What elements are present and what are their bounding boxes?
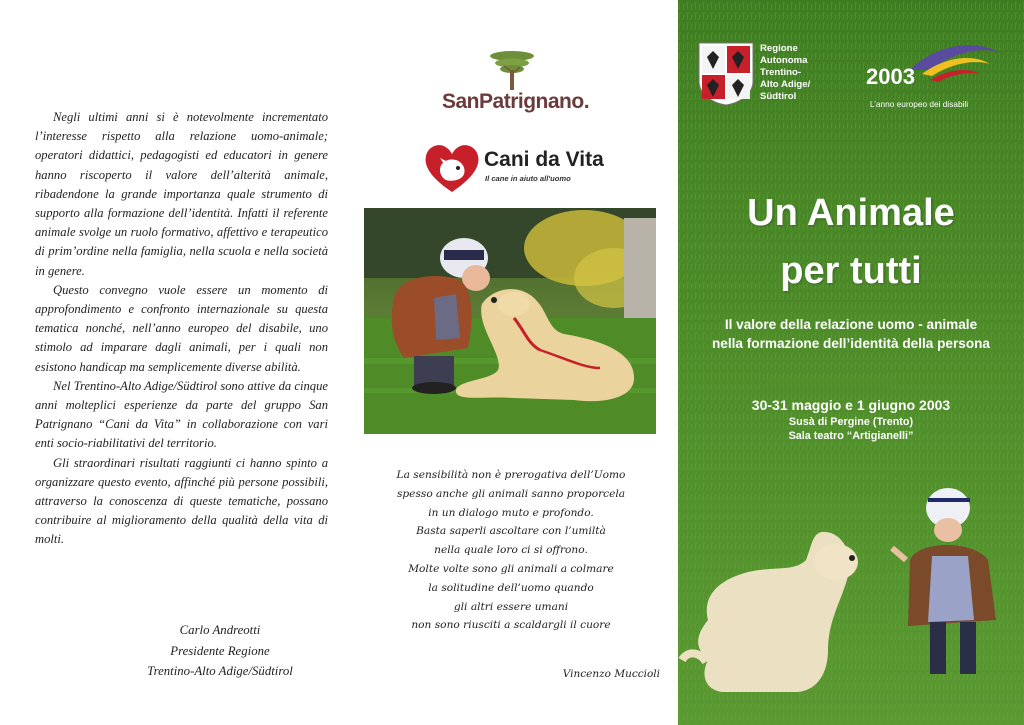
poem-line: gli altri essere umani bbox=[453, 600, 569, 613]
child-dog-photo bbox=[364, 208, 656, 434]
signature-region: Trentino-Alto Adige/Südtirol bbox=[147, 664, 293, 678]
poem-line: nella quale loro ci si offrono. bbox=[434, 544, 588, 557]
region-name bbox=[760, 43, 810, 103]
poem-line: la solitudine dell’uomo quando bbox=[428, 581, 594, 594]
event-date: 30-31 maggio e 1 giugno 2003 bbox=[751, 397, 951, 413]
intro-panel bbox=[0, 0, 362, 725]
cani-da-vita-subtitle: Il cane in aiuto all'uomo bbox=[485, 174, 571, 183]
event-venue bbox=[678, 415, 1024, 443]
european-year-logo bbox=[866, 40, 1006, 106]
tree-icon bbox=[442, 48, 582, 92]
region-line: Autonoma bbox=[760, 55, 808, 66]
sanpatrignano-logo bbox=[442, 48, 590, 120]
region-line: Alto Adige/ bbox=[760, 79, 811, 90]
poem-author: Vincenzo Muccioli bbox=[562, 668, 660, 680]
event-title-line-1: Un Animale bbox=[747, 192, 955, 234]
poem-line: Molte volte sono gli animali a colmare bbox=[408, 562, 614, 575]
logo-year: 2003 bbox=[866, 64, 915, 89]
poem-line: spesso anche gli animali sanno proporcela bbox=[396, 487, 626, 500]
region-line: Südtirol bbox=[760, 91, 797, 102]
region-line: Trentino- bbox=[760, 67, 802, 78]
event-title-line-2: per tutti bbox=[780, 250, 922, 292]
region-line: Regione bbox=[760, 43, 798, 54]
intro-paragraph-4: Gli straordinari risultati raggiunti ci hanno spinto a organizzare questo evento, affinché più persone possibili, attraverso la conoscenza di queste tematiche, possano contribuire al miglioramento della qualità della vita di molti. bbox=[35, 455, 328, 547]
region-coat-of-arms-icon bbox=[697, 41, 755, 107]
event-subtitle bbox=[678, 315, 1024, 353]
poem-line: non sono riusciti a scaldargli il cuore bbox=[411, 619, 611, 632]
poem-line: Basta saperli ascoltare con l’umiltà bbox=[416, 525, 606, 538]
cani-da-vita-logo bbox=[422, 140, 602, 196]
cover-panel bbox=[678, 0, 1024, 725]
poem-line: La sensibilità non è prerogativa dell’Uomo bbox=[396, 469, 626, 481]
subtitle-line-1: Il valore della relazione uomo - animale bbox=[724, 317, 978, 332]
middle-panel bbox=[362, 0, 678, 725]
intro-paragraph-1: Negli ultimi anni si è notevolmente incrementato l’interesse rispetto alla relazione uomo-animale; operatori didattici, pedagogisti ed educatori in genere hanno riscoperto il valore dell’alterità animale, ribadendone la grande importanza quale strumento di supporto alla formazione dell’identità. Infatti il referente animale svolge un ruolo formativo, affettivo e terapeutico di prim’ordine nella famiglia, nella scuola e nella società in genere. bbox=[35, 110, 328, 278]
cani-da-vita-title: Cani da Vita bbox=[484, 148, 604, 171]
sanpatrignano-wordmark: SanPatrignano. bbox=[442, 90, 590, 113]
poem-quote bbox=[382, 466, 640, 635]
european-year-caption: L’anno europeo dei disabili bbox=[869, 99, 969, 109]
poem-line: in un dialogo muto e profondo. bbox=[428, 506, 594, 519]
signature-role: Presidente Regione bbox=[170, 643, 270, 658]
heart-dog-icon bbox=[422, 140, 482, 196]
signature-block bbox=[140, 620, 300, 682]
subtitle-line-2: nella formazione dell’identità della persona bbox=[712, 336, 990, 351]
signature-name: Carlo Andreotti bbox=[179, 623, 261, 637]
intro-paragraph-2: Questo convegno vuole essere un momento di approfondimento e confronto internazionale su questa tematica nonché, nell’anno europeo del disabile, uno stimolo ad imparare dagli animali, per i quali non esistono handicap ma semplicemente diverse abilità. bbox=[35, 282, 328, 374]
venue-location: Susà di Pergine (Trento) bbox=[788, 416, 914, 428]
intro-paragraph-3: Nel Trentino-Alto Adige/Südtirol sono attive da cinque anni molteplici esperienze da parte del gruppo San Patrignano “Cani da Vita” in collaborazione con vari enti socio-riabilitativi del territorio. bbox=[35, 378, 328, 451]
venue-hall: Sala teatro “Artigianelli” bbox=[788, 430, 914, 442]
